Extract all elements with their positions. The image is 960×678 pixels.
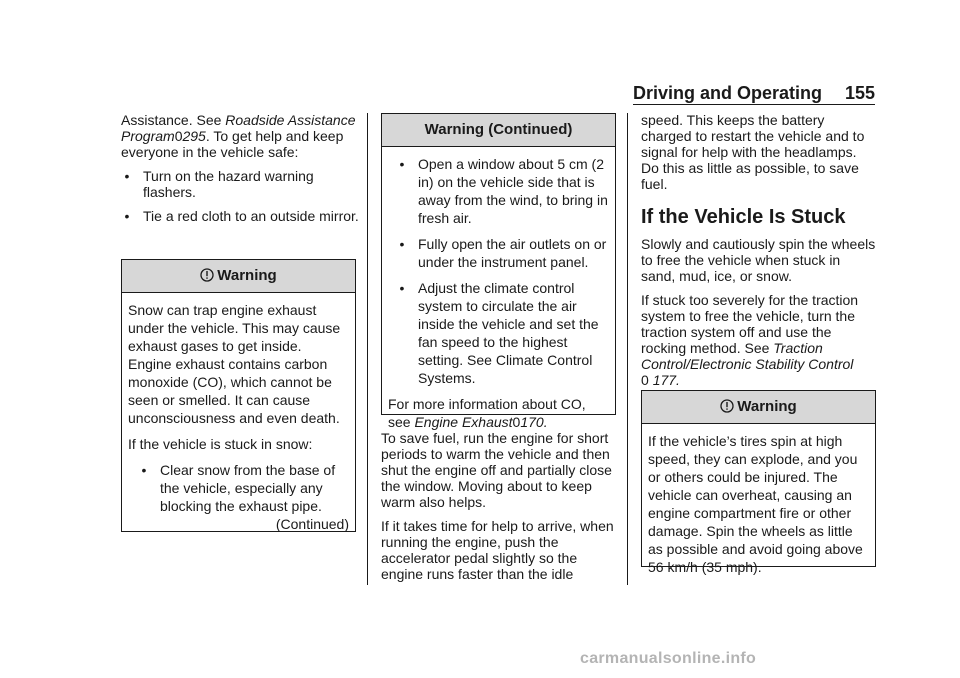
column-1 [121,112,359,232]
column-2 [381,430,619,590]
paragraph: Slowly and cautiously spin the wheels to free the vehicle when stuck in sand, mud, ice, or snow. [641,236,876,284]
warning-title: Warning [217,267,277,284]
warning-box-snow [121,259,356,532]
bullet-item: • Adjust the climate control system to circulate the air inside the vehicle and set the fan speed to the highest setting. See Climate Control Systems. [396,279,609,387]
warning-icon [720,399,734,413]
page-ref[interactable]: 295 [182,128,206,144]
paragraph: If it takes time for help to arrive, when running the engine, push the accelerator pedal slightly so the engine runs faster than the idle [381,518,614,582]
warning-box-continued [381,113,616,430]
column-divider-left [367,113,368,585]
bullet-item: • Clear snow from the base of the vehicle, especially any blocking the exhaust pipe. [138,461,349,515]
watermark: carmanualsonline.info [580,650,757,667]
page-number: 155 [844,83,875,103]
bullet-item: • Open a window about 5 cm (2 in) on the vehicle side that is away from the wind, to bring in fresh air. [396,155,609,227]
warning-text: If the vehicle is stuck in snow: [128,436,313,452]
bullet-icon: • [124,168,130,184]
warning-title: Warning (Continued) [424,121,573,138]
page-ref[interactable]: 170. [520,414,548,430]
page-header [633,83,875,105]
bullet-icon: • [124,208,130,224]
continued-label: (Continued) [275,516,349,532]
warning-title: Warning [737,398,797,415]
bullet-icon: • [399,236,405,252]
traction-control-link[interactable]: Traction Control/Electronic Stability Control [641,340,854,372]
bullet-item: • Fully open the air outlets on or under the instrument panel. [396,235,609,271]
bullet-icon: • [399,280,405,296]
column-divider-right [627,113,628,585]
section-title: Driving and Operating [633,83,823,103]
page-ref-icon: 0 [641,372,649,388]
warning-body [642,424,875,582]
warning-body [382,147,615,437]
warning-box-tires [641,390,876,575]
warning-text: If the vehicle’s tires spin at high speed, they can explode, and you or others could be injured. The vehicle can overheat, causing an engine compartment fire or other damage. Spin the wheels as little as possible and avoid going above 56 km/h (35 mph). [648,433,863,575]
page-ref-icon: 0 [512,414,521,430]
engine-exhaust-link[interactable]: Engine Exhaust [414,414,513,430]
warning-header [122,260,355,293]
header-rule [633,104,875,105]
paragraph: If stuck too severely for the traction system to free the vehicle, turn the traction system off and use the rocking method. See Traction Control/Electronic Stability Control 0 177. [641,292,859,388]
warning-header [382,114,615,147]
paragraph: To save fuel, run the engine for short periods to warm the vehicle and then shut the engine off and partially close the window. Moving about to keep warm also helps. [381,430,612,510]
bullet-item: • Turn on the hazard warning flashers. [121,168,359,200]
page-ref[interactable]: 177. [652,372,680,388]
roadside-assistance-link[interactable]: Roadside Assistance Program [121,112,356,144]
warning-header [642,391,875,424]
warning-text: Snow can trap engine exhaust under the vehicle. This may cause exhaust gases to get inside. Engine exhaust contains carbon monoxide (CO), which cannot be seen or smelled. It can cause unconsciousness and even death. [128,302,341,426]
warning-icon [200,268,214,282]
column-3 [641,112,877,396]
warning-body [122,293,355,547]
more-info-text: For more information about CO, see Engine Exhaust0170. [388,396,586,430]
bullet-item: • Tie a red cloth to an outside mirror. [121,208,359,224]
page-ref-icon: 0 [174,128,183,144]
paragraph: speed. This keeps the battery charged to restart the vehicle and to signal for help with the headlamps. Do this as little as possible, to save fuel. [641,112,865,192]
bullet-icon: • [141,462,147,478]
intro-paragraph: Assistance. See Roadside Assistance Program0295. To get help and keep everyone in the vehicle safe: [121,112,356,160]
section-heading: If the Vehicle Is Stuck [641,206,846,228]
bullet-icon: • [399,156,405,172]
